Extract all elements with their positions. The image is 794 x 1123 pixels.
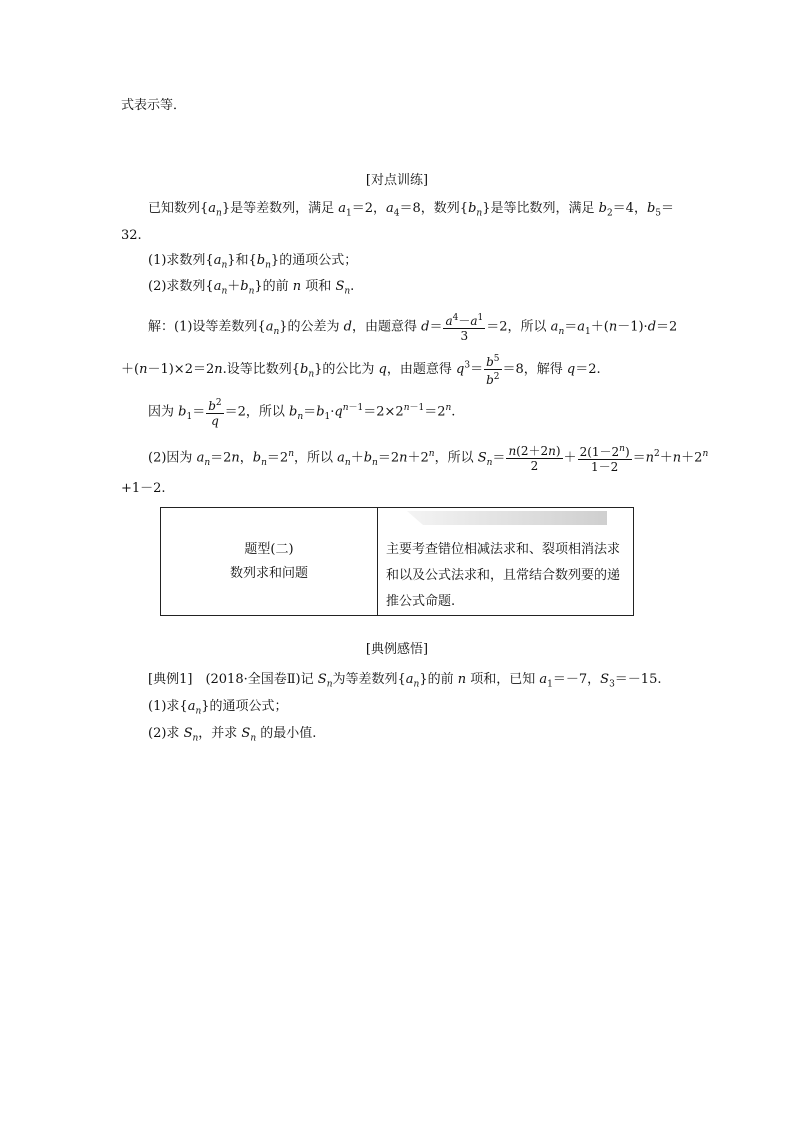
- solution-line2: ＋(n－1)×2＝2n.设等比数列$\{b_n\}$的公比为 q，由题意得 $q^3=$ $\frac{b^5}{b^2}$ ＝8，解得 q＝2.: [121, 354, 601, 387]
- training-q1: (1)求数列$\{a_n\}$和$\{b_n\}$的通项公式；: [148, 253, 358, 271]
- solution-line3: 因为 $b_1=$ $\frac{b^2}{q}$ ＝2，所以 $b_n=b_1\cdot q^{n-1}=2\times 2^{n-1}=2^n$.: [148, 398, 456, 428]
- topic-subtitle: 数列求和问题: [229, 566, 308, 581]
- example-source: (2018·全国卷Ⅱ): [205, 672, 301, 687]
- training-problem-line1: 已知数列$\{a_n\}$是等差数列，满足 $a_1=2$，$a_4=8$，数列$\{b_n\}$是等比数列，满足 $b_2=4$，$b_5=$: [148, 201, 675, 219]
- solution-line1: 解：(1)设等差数列$\{a_n\}$的公差为 d，由题意得 d＝ $\frac{a^4-a^1}{3}$ ＝2，所以 $a_n=a_1+(n-1)\cdot d=2$: [148, 313, 678, 343]
- solution-line4: (2)因为 $a_n=2n$，$b_n=2^n$，所以 $a_n+b_n=2n+2^n$，所以 $S_n=$ $\frac{n(2+2n)}{2}$ ＋ $\frac{2(1-2^n)}{1-2}$ $=n^2+n+2^n$: [148, 443, 709, 474]
- example-statement: [典例1] (2018·全国卷Ⅱ)记 $S_n$为等差数列$\{a_n\}$的前 n 项和，已知 $a_1=-7$，$S_3=-15$.: [148, 672, 662, 690]
- example-heading: [典例感悟]: [365, 642, 429, 657]
- decorative-banner: [407, 511, 607, 525]
- topic-label: [161, 538, 377, 586]
- topic-description: 主要考查错位相减法求和、裂项相消法求和以及公式法求和，且常结合数列要的递推公式命题.: [386, 542, 621, 609]
- training-heading: [对点训练]: [365, 173, 429, 188]
- training-q2: (2)求数列$\{a_n+b_n\}$的前 n 项和 $S_n$.: [148, 279, 355, 297]
- top-line: 式表示等．: [121, 98, 187, 113]
- box-divider: [377, 508, 378, 615]
- training-problem-line2: 32.: [121, 228, 142, 243]
- solution-tail: +1－2.: [121, 481, 166, 496]
- example-label: [典例1]: [148, 672, 193, 687]
- topic-title: 题型(二): [244, 542, 294, 557]
- example-q2: (2)求 $S_n$，并求 $S_n$ 的最小值.: [148, 726, 317, 744]
- topic-box: [160, 507, 634, 616]
- example-q1: (1)求$\{a_n\}$的通项公式；: [148, 699, 288, 717]
